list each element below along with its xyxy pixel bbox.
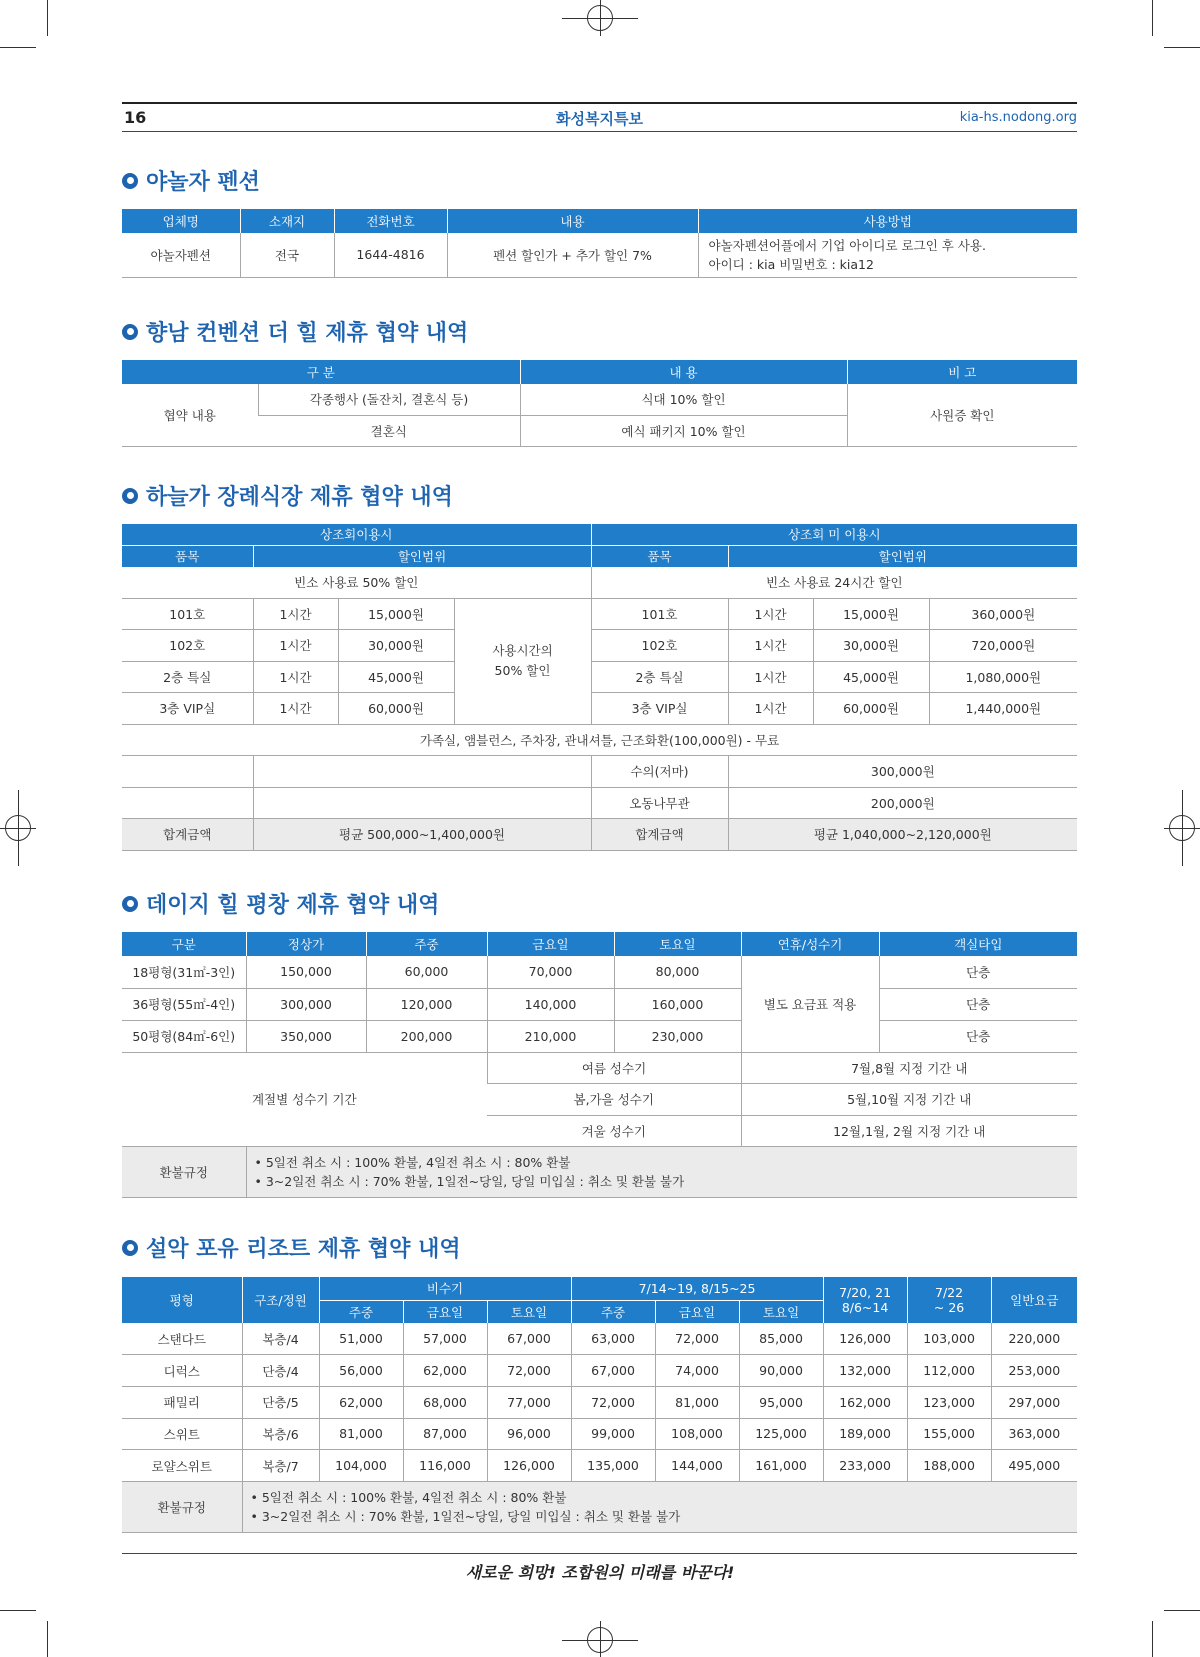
table-cell: 야놀자펜션 [122,233,240,277]
table-cell: 132,000 [823,1355,907,1387]
table-cell: 5월,10월 지정 기간 내 [741,1084,1077,1116]
section-title-seorak [122,1232,461,1263]
table-cell: 펜션 할인가 + 추가 할인 7% [447,233,698,277]
table-cell: 3층 VIP실 [122,693,253,725]
table-cell [253,756,591,788]
circle-bullet-icon [122,896,138,912]
table-header: 객실타입 [879,932,1077,956]
registration-line [600,0,601,36]
table-row [122,661,1077,693]
section-title-text: 설악 포유 리조트 제휴 협약 내역 [146,1237,461,1262]
table-cell: 123,000 [907,1386,991,1418]
table-cell: 81,000 [319,1418,403,1450]
table-cell: 스위트 [122,1418,242,1450]
registration-line [600,1621,601,1657]
table-row [122,724,1077,756]
table-header: 주중 [319,1300,403,1323]
table-cell: 별도 요금표 적용 [741,956,879,1052]
table-cell: 101호 [591,598,728,630]
section-title-text: 야놀자 펜션 [146,170,260,195]
table-header: 할인범위 [728,545,1077,567]
table-cell: 140,000 [487,988,614,1020]
circle-bullet-icon [122,324,138,340]
table-cell: 56,000 [319,1355,403,1387]
page-number: 16 [124,108,147,127]
table-cell: 2층 특실 [122,661,253,693]
table-cell: 결혼식 [258,415,520,446]
table-row [122,384,1077,415]
table-cell: 126,000 [823,1323,907,1355]
table-row [122,233,1077,277]
table-cell: 빈소 사용료 24시간 할인 [591,567,1077,598]
table-cell: 봄,가을 성수기 [487,1084,741,1116]
footer-slogan: 새로운 희망! 조합원의 미래를 바꾼다! [465,1563,735,1582]
table-cell: 복층/7 [242,1450,319,1482]
table-cell: 60,000원 [338,693,454,725]
table-cell: 125,000 [739,1418,823,1450]
table-row [122,1020,1077,1052]
table-cell: 1시간 [253,598,338,630]
table-header: 구 분 [122,360,520,384]
table-cell: 188,000 [907,1450,991,1482]
table-cell: 오동나무관 [591,787,728,819]
table-cell: 95,000 [739,1386,823,1418]
table-cell: 1시간 [253,693,338,725]
footer-divider [122,1553,1077,1554]
table-header: 상조회 미 이용시 [591,524,1077,545]
website-url[interactable]: kia-hs.nodong.org [959,110,1077,125]
circle-bullet-icon [122,1240,138,1256]
table-cell: 단층/4 [242,1355,319,1387]
refund-row [122,1481,1077,1532]
refund-cell [246,1147,1077,1198]
registration-line [1182,790,1183,866]
table-cell: 77,000 [487,1386,571,1418]
table-header: 할인범위 [253,545,591,567]
table-row [122,988,1077,1020]
section-title-text: 향남 컨벤션 더 힐 제휴 협약 내역 [146,321,469,346]
table-cell: 81,000 [655,1386,739,1418]
table-cell: 144,000 [655,1450,739,1482]
table-row [122,630,1077,662]
table-cell: 36평형(55㎡-4인) [122,988,246,1020]
table-row [122,1450,1077,1482]
table-cell: 30,000원 [813,630,929,662]
table-cell: 104,000 [319,1450,403,1482]
crop-mark [0,47,36,48]
crop-mark [0,1610,36,1611]
table-cell: 1시간 [728,693,813,725]
crop-mark [1164,47,1200,48]
header-line: ~ 26 [933,1300,965,1315]
table-header: 토요일 [487,1300,571,1323]
refund-line: • 5일전 취소 시 : 100% 환불, 4일전 취소 시 : 80% 환불 [250,1489,567,1505]
table-cell: 1시간 [253,630,338,662]
page-header [122,102,1077,132]
table-cell: 수의(저마) [591,756,728,788]
table-cell [122,787,253,819]
table-cell: 297,000 [991,1386,1077,1418]
table-cell: 90,000 [739,1355,823,1387]
table-cell: 51,000 [319,1323,403,1355]
table-cell: 단층 [879,1020,1077,1052]
table-header: 상조회이용시 [122,524,591,545]
crop-mark [47,0,48,36]
table-row [122,1052,1077,1084]
table-cell: 360,000원 [929,598,1077,630]
section-title-convention [122,316,468,347]
table-cell: 환불규정 [122,1481,242,1532]
table-cell: 62,000 [403,1355,487,1387]
header-line: 7/20, 21 [839,1285,892,1300]
table-cell: 1,080,000원 [929,661,1077,693]
table-header: 일반요금 [991,1277,1077,1323]
table-cell: 85,000 [739,1323,823,1355]
table-cell: 101호 [122,598,253,630]
table-header: 품목 [122,545,253,567]
table-cell: 102호 [591,630,728,662]
convention-table [122,360,1077,447]
table-cell: 230,000 [614,1020,741,1052]
crop-mark [1152,0,1153,36]
table-cell: 253,000 [991,1355,1077,1387]
table-cell: 1시간 [728,630,813,662]
usage-cell [698,233,1077,277]
table-cell: 30,000원 [338,630,454,662]
seorak-table [122,1277,1077,1533]
table-cell: 1시간 [728,661,813,693]
table-cell: 300,000원 [728,756,1077,788]
refund-line: • 3~2일전 취소 시 : 70% 환불, 1일전~당일, 당일 미입실 : 취소 및 환불 불가 [254,1174,685,1189]
table-cell: 200,000 [366,1020,487,1052]
table-cell: 전국 [240,233,334,277]
table-header: 소재지 [240,209,334,233]
discount-line: 사용시간의 [492,643,553,658]
usage-line: 아이디 : kia 비밀번호 : kia12 [708,256,874,272]
table-header: 7/14~19, 8/15~25 [571,1277,823,1300]
table-cell: 72,000 [655,1323,739,1355]
table-cell [253,787,591,819]
table-cell: 합계금액 [591,819,728,851]
table-row [122,567,1077,598]
table-cell: 220,000 [991,1323,1077,1355]
table-cell: 99,000 [571,1418,655,1450]
crop-mark [1152,1621,1153,1657]
free-services-note: 가족실, 앰블런스, 주차장, 관내셔틀, 근조화환(100,000원) - 무료 [122,724,1077,756]
circle-bullet-icon [122,488,138,504]
table-cell: 평균 500,000~1,400,000원 [253,819,591,851]
table-header: 금요일 [655,1300,739,1323]
table-cell: 495,000 [991,1450,1077,1482]
table-header: 내용 [447,209,698,233]
table-cell: 350,000 [246,1020,366,1052]
table-cell: 1644-4816 [334,233,447,277]
table-cell: 135,000 [571,1450,655,1482]
section-title-daisy [122,888,439,919]
table-cell: 예식 패키지 10% 할인 [520,415,847,446]
daisy-table [122,932,1077,1198]
table-header: 금요일 [487,932,614,956]
table-header: 비 고 [847,360,1077,384]
table-cell: 단층 [879,956,1077,988]
table-cell: 720,000원 [929,630,1077,662]
table-header: 연휴/성수기 [741,932,879,956]
table-header: 비수기 [319,1277,571,1300]
table-cell: 102호 [122,630,253,662]
total-row [122,819,1077,851]
table-cell: 1시간 [728,598,813,630]
table-cell: 복층/6 [242,1418,319,1450]
table-header: 토요일 [739,1300,823,1323]
crop-mark [1164,1610,1200,1611]
table-cell: 로얄스위트 [122,1450,242,1482]
table-header: 구조/정원 [242,1277,319,1323]
table-header [907,1277,991,1323]
table-cell: 74,000 [655,1355,739,1387]
table-header: 정상가 [246,932,366,956]
table-cell: 45,000원 [338,661,454,693]
table-cell: 사원증 확인 [847,384,1077,446]
table-cell: 70,000 [487,956,614,988]
table-header: 토요일 [614,932,741,956]
table-cell: 233,000 [823,1450,907,1482]
table-cell: 126,000 [487,1450,571,1482]
table-cell: 72,000 [487,1355,571,1387]
table-cell: 60,000 [366,956,487,988]
table-cell: 300,000 [246,988,366,1020]
table-cell: 103,000 [907,1323,991,1355]
table-header: 품목 [591,545,728,567]
table-cell: 57,000 [403,1323,487,1355]
table-cell: 63,000 [571,1323,655,1355]
table-cell: 합계금액 [122,819,253,851]
table-header: 금요일 [403,1300,487,1323]
refund-row [122,1147,1077,1198]
table-row [122,693,1077,725]
table-cell: 112,000 [907,1355,991,1387]
table-cell: 363,000 [991,1418,1077,1450]
table-cell: 108,000 [655,1418,739,1450]
table-cell: 복층/4 [242,1323,319,1355]
refund-cell [242,1481,1077,1532]
discount-cell [454,598,591,724]
section-title-yanolja [122,165,260,196]
table-cell: 62,000 [319,1386,403,1418]
yanolja-table [122,209,1077,278]
table-cell: 겨울 성수기 [487,1115,741,1147]
table-cell: 155,000 [907,1418,991,1450]
table-cell: 150,000 [246,956,366,988]
table-cell: 식대 10% 할인 [520,384,847,415]
table-cell: 45,000원 [813,661,929,693]
table-row [122,956,1077,988]
table-cell: 1시간 [253,661,338,693]
table-cell: 각종행사 (돌잔치, 결혼식 등) [258,384,520,415]
table-header: 주중 [571,1300,655,1323]
header-line: 8/6~14 [841,1300,889,1315]
table-row [122,1355,1077,1387]
table-cell: 120,000 [366,988,487,1020]
table-cell: 3층 VIP실 [591,693,728,725]
table-cell: 116,000 [403,1450,487,1482]
table-cell: 96,000 [487,1418,571,1450]
table-cell: 160,000 [614,988,741,1020]
table-header: 주중 [366,932,487,956]
table-cell: 50평형(84㎡-6인) [122,1020,246,1052]
table-row [122,1323,1077,1355]
table-cell: 15,000원 [338,598,454,630]
funeral-table [122,524,1077,851]
table-header: 구분 [122,932,246,956]
table-cell: 협약 내용 [122,384,258,446]
table-cell: 디럭스 [122,1355,242,1387]
table-header: 사용방법 [698,209,1077,233]
registration-line [18,790,19,866]
table-cell: 87,000 [403,1418,487,1450]
table-cell: 67,000 [571,1355,655,1387]
table-cell: 단층/5 [242,1386,319,1418]
table-cell: 18평형(31㎡-3인) [122,956,246,988]
crop-mark [47,1621,48,1657]
table-cell: 7월,8월 지정 기간 내 [741,1052,1077,1084]
table-cell: 72,000 [571,1386,655,1418]
table-header: 평형 [122,1277,242,1323]
table-cell: 단층 [879,988,1077,1020]
table-cell: 68,000 [403,1386,487,1418]
table-cell: 200,000원 [728,787,1077,819]
table-cell: 평균 1,040,000~2,120,000원 [728,819,1077,851]
table-row [122,1386,1077,1418]
circle-bullet-icon [122,173,138,189]
publication-title: 화성복지특보 [556,110,643,128]
table-cell: 80,000 [614,956,741,988]
table-cell: 환불규정 [122,1147,246,1198]
table-cell: 67,000 [487,1323,571,1355]
table-cell: 161,000 [739,1450,823,1482]
table-cell [122,756,253,788]
table-row [122,756,1077,788]
table-header: 내 용 [520,360,847,384]
table-row [122,787,1077,819]
section-title-text: 하늘가 장례식장 제휴 협약 내역 [146,485,453,510]
table-cell: 빈소 사용료 50% 할인 [122,567,591,598]
table-cell: 1,440,000원 [929,693,1077,725]
table-cell: 계절별 성수기 기간 [122,1052,487,1147]
table-header: 전화번호 [334,209,447,233]
table-cell: 여름 성수기 [487,1052,741,1084]
table-cell: 162,000 [823,1386,907,1418]
discount-line: 50% 할인 [494,663,551,678]
table-row [122,598,1077,630]
table-header: 업체명 [122,209,240,233]
table-row [122,1418,1077,1450]
table-cell: 60,000원 [813,693,929,725]
usage-line: 야놀자펜션어플에서 기업 아이디로 로그인 후 사용. [708,237,986,253]
table-cell: 210,000 [487,1020,614,1052]
table-cell: 패밀리 [122,1386,242,1418]
section-title-funeral [122,480,453,511]
table-cell: 15,000원 [813,598,929,630]
table-cell: 12월,1월, 2월 지정 기간 내 [741,1115,1077,1147]
refund-line: • 5일전 취소 시 : 100% 환불, 4일전 취소 시 : 80% 환불 [254,1155,571,1170]
table-cell: 2층 특실 [591,661,728,693]
table-cell: 스탠다드 [122,1323,242,1355]
section-title-text: 데이지 힐 평창 제휴 협약 내역 [146,893,440,918]
header-line: 7/22 [935,1285,964,1300]
refund-line: • 3~2일전 취소 시 : 70% 환불, 1일전~당일, 당일 미입실 : 취소 및 환불 불가 [250,1508,681,1524]
table-cell: 189,000 [823,1418,907,1450]
table-header [823,1277,907,1323]
